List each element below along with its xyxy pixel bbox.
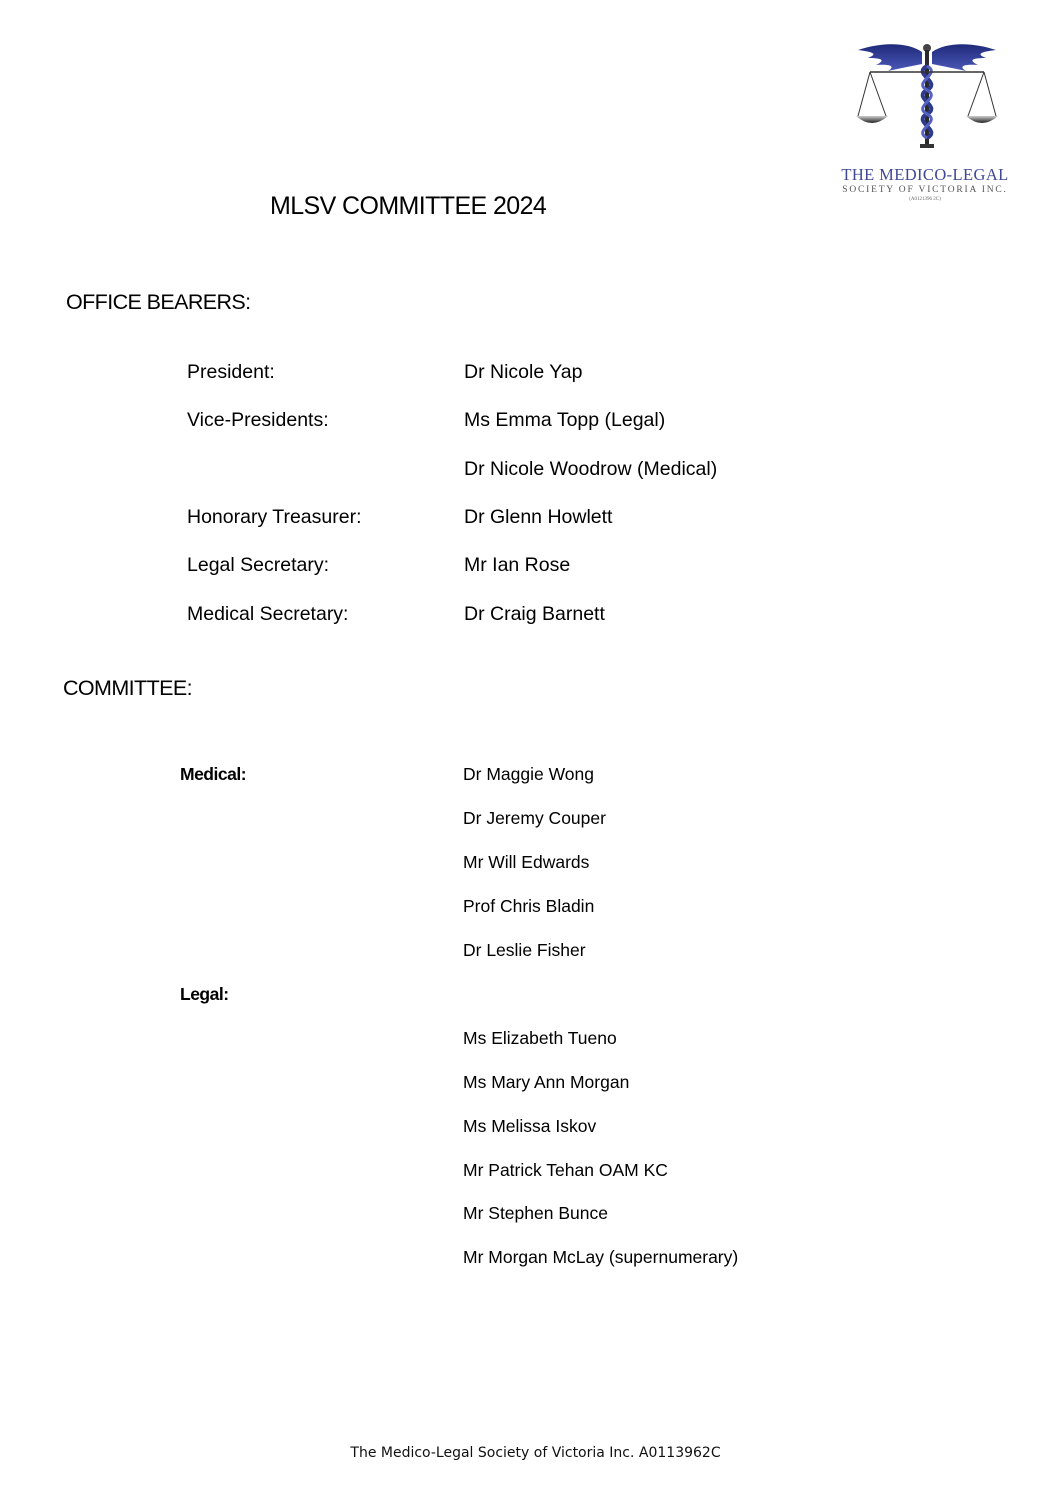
committee-heading: COMMITTEE:	[63, 676, 192, 700]
society-logo	[826, 40, 1024, 210]
legal-member: Ms Elizabeth Tueno	[463, 1028, 617, 1048]
medical-member: Prof Chris Bladin	[463, 896, 595, 916]
page-title: MLSV COMMITTEE 2024	[270, 192, 547, 220]
office-bearer-name: Dr Craig Barnett	[464, 603, 605, 625]
logo-name: THE MEDICO-LEGAL	[841, 165, 1009, 184]
office-bearer-role: Medical Secretary:	[187, 603, 349, 625]
medical-member: Dr Jeremy Couper	[463, 808, 606, 828]
page-footer: The Medico-Legal Society of Victoria Inc. A0113962C	[350, 1445, 721, 1461]
legal-member: Ms Mary Ann Morgan	[463, 1072, 630, 1092]
medical-member: Dr Leslie Fisher	[463, 940, 586, 960]
office-bearer-name: Ms Emma Topp (Legal)	[464, 409, 666, 431]
medical-group-label: Medical:	[180, 764, 247, 784]
medical-member: Dr Maggie Wong	[463, 764, 594, 784]
legal-member: Mr Morgan McLay (supernumerary)	[463, 1247, 739, 1267]
office-bearer-role: Vice-Presidents:	[187, 409, 329, 431]
legal-member: Mr Patrick Tehan OAM KC	[463, 1160, 668, 1180]
office-bearer-name: Dr Nicole Woodrow (Medical)	[464, 458, 718, 480]
logo-registration: (A0121396 2C)	[909, 197, 941, 202]
office-bearers-heading: OFFICE BEARERS:	[66, 290, 251, 314]
legal-member: Ms Melissa Iskov	[463, 1116, 597, 1136]
logo-subtitle: SOCIETY OF VICTORIA INC.	[842, 185, 1008, 195]
office-bearer-role: Legal Secretary:	[187, 554, 329, 576]
legal-member: Mr Stephen Bunce	[463, 1203, 608, 1223]
office-bearer-name: Dr Nicole Yap	[464, 361, 583, 383]
caduceus-scales-icon	[856, 40, 998, 160]
legal-group-label: Legal:	[180, 984, 229, 1004]
office-bearer-role: President:	[187, 361, 275, 383]
medical-member: Mr Will Edwards	[463, 852, 590, 872]
office-bearer-role: Honorary Treasurer:	[187, 506, 362, 528]
office-bearer-name: Dr Glenn Howlett	[464, 506, 613, 528]
office-bearer-name: Mr Ian Rose	[464, 554, 571, 576]
